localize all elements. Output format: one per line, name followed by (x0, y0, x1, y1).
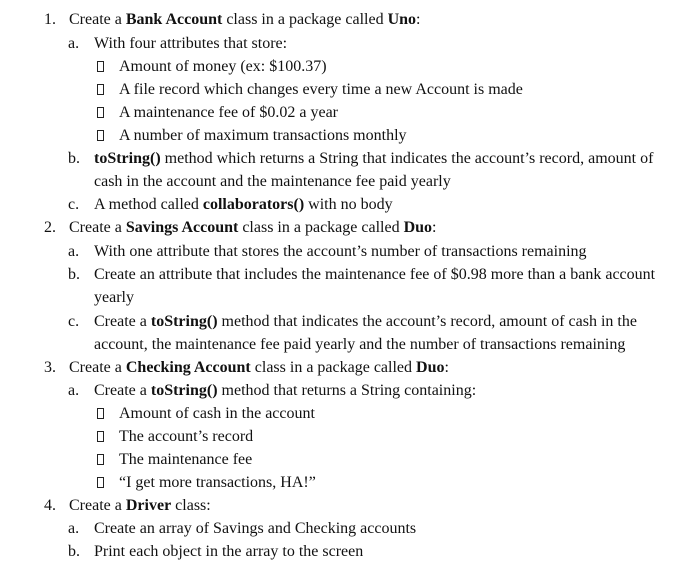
bullet-text: Amount of money (ex: $100.37) (119, 58, 327, 75)
sub-item-text: Create a toString() method that returns a String containing: (94, 382, 477, 399)
sub-item-text: account, the maintenance fee paid yearly and the number of transactions remaining (94, 336, 626, 353)
sub-item-2b (0, 263, 694, 286)
item-number: 4. (44, 497, 56, 514)
sub-item-letter: a. (68, 35, 80, 52)
item-text: Create a Driver class: (69, 497, 211, 514)
sub-item-letter: b. (68, 266, 80, 283)
sub-item-letter: a. (68, 382, 80, 399)
checkbox-bullet-icon (97, 61, 104, 72)
sub-item-1a (0, 32, 694, 55)
sub-item-letter: c. (68, 313, 80, 330)
item-text: Create a Savings Account class in a package called Duo: (69, 219, 437, 236)
sub-item-2c-continued (0, 333, 694, 356)
item-number: 3. (44, 359, 56, 376)
sub-item-2a (0, 240, 694, 263)
sub-item-1b (0, 147, 694, 170)
bullet-text: “I get more transactions, HA!” (119, 474, 316, 491)
sub-item-text: Create an attribute that includes the maintenance fee of $0.98 more than a bank account (94, 266, 656, 283)
sub-item-letter: a. (68, 520, 80, 537)
sub-item-text: Create an array of Savings and Checking accounts (94, 520, 417, 537)
sub-item-2b-continued (0, 286, 694, 309)
sub-item-text: Print each object in the array to the screen (94, 543, 364, 560)
bullet-text: A number of maximum transactions monthly (119, 127, 407, 144)
list-item-3 (0, 356, 694, 379)
checkbox-bullet-icon (97, 130, 104, 141)
sub-item-4a (0, 517, 694, 540)
sub-item-text: With one attribute that stores the account’s number of transactions remaining (94, 243, 587, 260)
bullet-item (0, 402, 694, 425)
sub-item-3a (0, 379, 694, 402)
bullet-item (0, 55, 694, 78)
sub-item-2c (0, 310, 694, 333)
bullet-item (0, 124, 694, 147)
list-item-1 (0, 8, 694, 31)
sub-item-letter: c. (68, 196, 80, 213)
checkbox-bullet-icon (97, 454, 104, 465)
item-text: Create a Bank Account class in a package called Uno: (69, 11, 421, 28)
bullet-item (0, 471, 694, 494)
sub-item-1c (0, 193, 694, 216)
sub-item-1b-continued (0, 170, 694, 193)
bullet-text: Amount of cash in the account (119, 405, 315, 422)
bullet-item (0, 78, 694, 101)
sub-item-text: toString() method which returns a String that indicates the account’s record, amount of (94, 150, 654, 167)
sub-item-letter: a. (68, 243, 80, 260)
sub-item-text: cash in the account and the maintenance fee paid yearly (94, 173, 451, 190)
sub-item-letter: b. (68, 150, 80, 167)
bullet-item (0, 101, 694, 124)
bullet-text: The maintenance fee (119, 451, 253, 468)
bullet-item (0, 448, 694, 471)
list-item-4 (0, 494, 694, 517)
list-item-2 (0, 216, 694, 239)
checkbox-bullet-icon (97, 408, 104, 419)
sub-item-text: yearly (94, 289, 134, 306)
sub-item-text: A method called collaborators() with no body (94, 196, 393, 213)
item-text: Create a Checking Account class in a package called Duo: (69, 359, 449, 376)
checkbox-bullet-icon (97, 107, 104, 118)
checkbox-bullet-icon (97, 477, 104, 488)
sub-item-4b (0, 540, 694, 563)
bullet-text: A file record which changes every time a new Account is made (119, 81, 523, 98)
item-number: 1. (44, 11, 56, 28)
item-number: 2. (44, 219, 56, 236)
sub-item-text: Create a toString() method that indicates the account’s record, amount of cash in the (94, 313, 637, 330)
bullet-item (0, 425, 694, 448)
sub-item-text: With four attributes that store: (94, 35, 288, 52)
bullet-text: The account’s record (119, 428, 254, 445)
checkbox-bullet-icon (97, 84, 104, 95)
sub-item-letter: b. (68, 543, 80, 560)
checkbox-bullet-icon (97, 431, 104, 442)
bullet-text: A maintenance fee of $0.02 a year (119, 104, 339, 121)
